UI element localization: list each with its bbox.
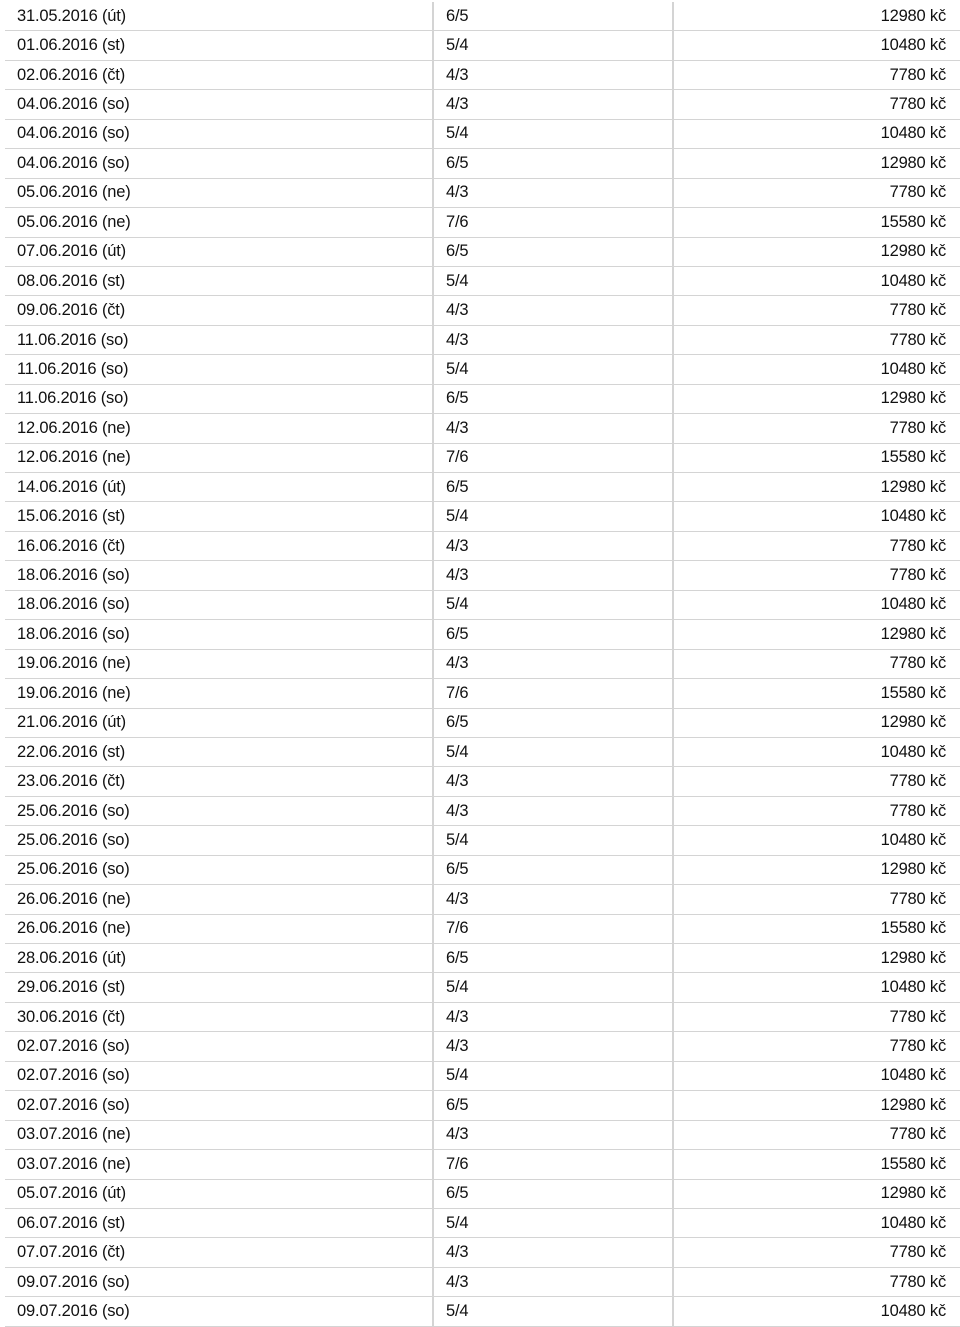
price-cell: 10480 kč [880, 124, 946, 143]
room-type-cell: 4/3 [434, 1003, 674, 1031]
room-type-cell: 5/4 [434, 267, 674, 295]
date-cell: 09.06.2016 (čt) [5, 296, 434, 324]
table-row [5, 2, 960, 31]
room-type-cell: 5/4 [434, 1297, 674, 1325]
date-cell: 02.07.2016 (so) [5, 1091, 434, 1119]
price-cell: 15580 kč [880, 448, 946, 467]
table-row [5, 885, 960, 914]
date-cell: 03.07.2016 (ne) [5, 1121, 434, 1149]
date-cell: 30.06.2016 (čt) [5, 1003, 434, 1031]
table-row [5, 414, 960, 443]
date-cell: 16.06.2016 (čt) [5, 532, 434, 560]
table-row [5, 797, 960, 826]
price-cell: 7780 kč [889, 1125, 946, 1144]
price-cell: 7780 kč [889, 301, 946, 320]
price-cell: 10480 kč [880, 595, 946, 614]
room-type-cell: 4/3 [434, 1268, 674, 1296]
table-row [5, 973, 960, 1002]
table-row [5, 208, 960, 237]
price-cell: 10480 kč [880, 1066, 946, 1085]
room-type-cell: 4/3 [434, 561, 674, 589]
price-cell: 15580 kč [880, 212, 946, 231]
price-cell: 7780 kč [889, 1037, 946, 1056]
room-type-cell: 5/4 [434, 1062, 674, 1090]
price-cell: 10480 kč [880, 830, 946, 849]
date-cell: 25.06.2016 (so) [5, 797, 434, 825]
room-type-cell: 5/4 [434, 591, 674, 619]
table-row [5, 709, 960, 738]
room-type-cell: 4/3 [434, 90, 674, 118]
date-cell: 25.06.2016 (so) [5, 826, 434, 854]
room-type-cell: 7/6 [434, 444, 674, 472]
date-cell: 09.07.2016 (so) [5, 1297, 434, 1325]
room-type-cell: 6/5 [434, 620, 674, 648]
table-row [5, 1032, 960, 1061]
room-type-cell: 4/3 [434, 296, 674, 324]
date-cell: 31.05.2016 (út) [5, 2, 434, 30]
price-cell: 15580 kč [880, 1154, 946, 1173]
price-cell: 7780 kč [889, 1007, 946, 1026]
date-cell: 12.06.2016 (ne) [5, 444, 434, 472]
room-type-cell: 4/3 [434, 1032, 674, 1060]
date-cell: 25.06.2016 (so) [5, 856, 434, 884]
table-row [5, 179, 960, 208]
table-row [5, 591, 960, 620]
date-cell: 14.06.2016 (út) [5, 473, 434, 501]
date-cell: 03.07.2016 (ne) [5, 1150, 434, 1178]
date-cell: 02.07.2016 (so) [5, 1032, 434, 1060]
date-cell: 18.06.2016 (so) [5, 620, 434, 648]
room-type-cell: 5/4 [434, 502, 674, 530]
date-cell: 26.06.2016 (ne) [5, 915, 434, 943]
room-type-cell: 6/5 [434, 2, 674, 30]
room-type-cell: 7/6 [434, 208, 674, 236]
room-type-cell: 5/4 [434, 826, 674, 854]
price-cell: 7780 kč [889, 566, 946, 585]
price-cell: 12980 kč [880, 713, 946, 732]
table-row [5, 61, 960, 90]
price-cell: 12980 kč [880, 860, 946, 879]
table-row [5, 1150, 960, 1179]
price-cell: 10480 kč [880, 359, 946, 378]
date-cell: 23.06.2016 (čt) [5, 767, 434, 795]
room-type-cell: 4/3 [434, 61, 674, 89]
price-cell: 12980 kč [880, 242, 946, 261]
table-row [5, 444, 960, 473]
table-row [5, 767, 960, 796]
price-cell: 10480 kč [880, 271, 946, 290]
price-cell: 7780 kč [889, 183, 946, 202]
date-cell: 22.06.2016 (st) [5, 738, 434, 766]
pricing-table [5, 2, 960, 1327]
price-cell: 12980 kč [880, 153, 946, 172]
room-type-cell: 5/4 [434, 355, 674, 383]
date-cell: 08.06.2016 (st) [5, 267, 434, 295]
room-type-cell: 4/3 [434, 767, 674, 795]
table-row [5, 532, 960, 561]
date-cell: 02.06.2016 (čt) [5, 61, 434, 89]
date-cell: 15.06.2016 (st) [5, 502, 434, 530]
price-cell: 7780 kč [889, 772, 946, 791]
date-cell: 26.06.2016 (ne) [5, 885, 434, 913]
date-cell: 04.06.2016 (so) [5, 90, 434, 118]
table-row [5, 561, 960, 590]
date-cell: 04.06.2016 (so) [5, 120, 434, 148]
room-type-cell: 4/3 [434, 885, 674, 913]
table-row [5, 90, 960, 119]
date-cell: 18.06.2016 (so) [5, 561, 434, 589]
table-row [5, 620, 960, 649]
room-type-cell: 5/4 [434, 738, 674, 766]
price-cell: 10480 kč [880, 507, 946, 526]
room-type-cell: 4/3 [434, 1121, 674, 1149]
price-cell: 7780 kč [889, 536, 946, 555]
room-type-cell: 7/6 [434, 1150, 674, 1178]
table-row [5, 1209, 960, 1238]
price-cell: 12980 kč [880, 1095, 946, 1114]
price-cell: 12980 kč [880, 948, 946, 967]
room-type-cell: 6/5 [434, 149, 674, 177]
table-row [5, 296, 960, 325]
date-cell: 05.07.2016 (út) [5, 1180, 434, 1208]
table-row [5, 1062, 960, 1091]
price-cell: 7780 kč [889, 654, 946, 673]
price-cell: 10480 kč [880, 1213, 946, 1232]
price-cell: 7780 kč [889, 1243, 946, 1262]
table-row [5, 267, 960, 296]
date-cell: 07.06.2016 (út) [5, 238, 434, 266]
price-cell: 7780 kč [889, 801, 946, 820]
table-row [5, 650, 960, 679]
room-type-cell: 5/4 [434, 973, 674, 1001]
price-cell: 15580 kč [880, 683, 946, 702]
room-type-cell: 4/3 [434, 532, 674, 560]
price-cell: 7780 kč [889, 418, 946, 437]
room-type-cell: 5/4 [434, 120, 674, 148]
date-cell: 07.07.2016 (čt) [5, 1238, 434, 1266]
price-cell: 12980 kč [880, 389, 946, 408]
table-row [5, 1121, 960, 1150]
date-cell: 11.06.2016 (so) [5, 385, 434, 413]
price-cell: 10480 kč [880, 36, 946, 55]
room-type-cell: 6/5 [434, 856, 674, 884]
date-cell: 11.06.2016 (so) [5, 355, 434, 383]
room-type-cell: 7/6 [434, 915, 674, 943]
table-row [5, 1091, 960, 1120]
room-type-cell: 6/5 [434, 385, 674, 413]
table-row [5, 679, 960, 708]
price-cell: 15580 kč [880, 919, 946, 938]
price-cell: 10480 kč [880, 1301, 946, 1320]
date-cell: 28.06.2016 (út) [5, 944, 434, 972]
room-type-cell: 4/3 [434, 326, 674, 354]
price-cell: 12980 kč [880, 477, 946, 496]
table-row [5, 826, 960, 855]
price-cell: 7780 kč [889, 95, 946, 114]
table-row [5, 944, 960, 973]
table-row [5, 738, 960, 767]
price-cell: 7780 kč [889, 889, 946, 908]
table-row [5, 355, 960, 384]
room-type-cell: 5/4 [434, 1209, 674, 1237]
price-cell: 10480 kč [880, 978, 946, 997]
table-row [5, 473, 960, 502]
table-row [5, 1268, 960, 1297]
date-cell: 09.07.2016 (so) [5, 1268, 434, 1296]
date-cell: 18.06.2016 (so) [5, 591, 434, 619]
table-row [5, 326, 960, 355]
room-type-cell: 5/4 [434, 31, 674, 59]
room-type-cell: 4/3 [434, 650, 674, 678]
date-cell: 01.06.2016 (st) [5, 31, 434, 59]
table-row [5, 1297, 960, 1326]
room-type-cell: 6/5 [434, 238, 674, 266]
table-row [5, 149, 960, 178]
room-type-cell: 4/3 [434, 414, 674, 442]
table-row [5, 1003, 960, 1032]
price-cell: 12980 kč [880, 624, 946, 643]
room-type-cell: 6/5 [434, 944, 674, 972]
price-cell: 7780 kč [889, 65, 946, 84]
price-cell: 12980 kč [880, 1184, 946, 1203]
table-row [5, 238, 960, 267]
price-cell: 10480 kč [880, 742, 946, 761]
table-row [5, 1180, 960, 1209]
price-cell: 7780 kč [889, 1272, 946, 1291]
table-row [5, 856, 960, 885]
date-cell: 02.07.2016 (so) [5, 1062, 434, 1090]
table-row [5, 1238, 960, 1267]
table-row [5, 120, 960, 149]
room-type-cell: 4/3 [434, 797, 674, 825]
room-type-cell: 4/3 [434, 179, 674, 207]
room-type-cell: 6/5 [434, 473, 674, 501]
date-cell: 19.06.2016 (ne) [5, 650, 434, 678]
date-cell: 05.06.2016 (ne) [5, 179, 434, 207]
table-row [5, 385, 960, 414]
room-type-cell: 4/3 [434, 1238, 674, 1266]
table-row [5, 31, 960, 60]
room-type-cell: 7/6 [434, 679, 674, 707]
room-type-cell: 6/5 [434, 1180, 674, 1208]
date-cell: 29.06.2016 (st) [5, 973, 434, 1001]
price-cell: 12980 kč [880, 6, 946, 25]
date-cell: 21.06.2016 (út) [5, 709, 434, 737]
table-row [5, 915, 960, 944]
room-type-cell: 6/5 [434, 709, 674, 737]
date-cell: 06.07.2016 (st) [5, 1209, 434, 1237]
date-cell: 12.06.2016 (ne) [5, 414, 434, 442]
room-type-cell: 6/5 [434, 1091, 674, 1119]
date-cell: 05.06.2016 (ne) [5, 208, 434, 236]
date-cell: 04.06.2016 (so) [5, 149, 434, 177]
price-cell: 7780 kč [889, 330, 946, 349]
date-cell: 19.06.2016 (ne) [5, 679, 434, 707]
table-row [5, 502, 960, 531]
date-cell: 11.06.2016 (so) [5, 326, 434, 354]
